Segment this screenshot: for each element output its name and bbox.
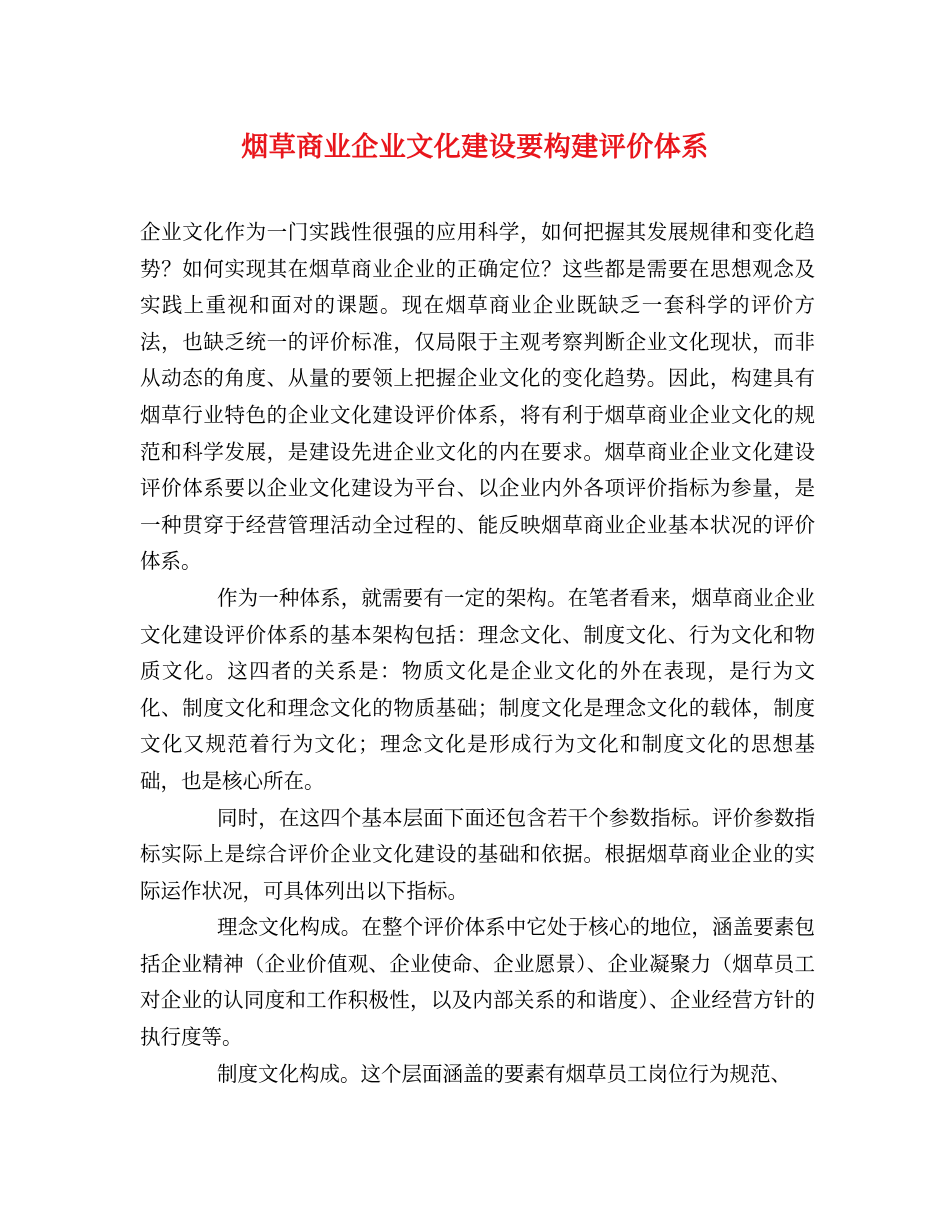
paragraph-4: 理念文化构成。在整个评价体系中它处于核心的地位，涵盖要素包括企业精神（企业价值观、企业使命、企业愿景）、企业凝聚力（烟草员工对企业的认同度和工作积极性，以及内部关系的和谐度）、企业经营方针的执行度等。 bbox=[140, 915, 815, 1050]
paragraph-1: 企业文化作为一门实践性很强的应用科学，如何把握其发展规律和变化趋势？如何实现其在烟草商业企业的正确定位？这些都是需要在思想观念及实践上重视和面对的课题。现在烟草商业企业既缺乏一套科学的评价方法，也缺乏统一的评价标准，仅局限于主观考察判断企业文化现状，而非从动态的角度、从量的要领上把握企业文化的变化趋势。因此，构建具有烟草行业特色的企业文化建设评价体系，将有利于烟草商业企业文化的规范和科学发展，是建设先进企业文化的内在要求。烟草商业企业文化建设评价体系要以企业文化建设为平台、以企业内外各项评价指标为参量，是一种贯穿于经营管理活动全过程的、能反映烟草商业企业基本状况的评价体系。 bbox=[140, 220, 815, 574]
paragraph-3: 同时，在这四个基本层面下面还包含若干个参数指标。评价参数指标实际上是综合评价企业文化建设的基础和依据。根据烟草商业企业的实际运作状况，可具体列出以下指标。 bbox=[140, 805, 815, 903]
paragraph-2: 作为一种体系，就需要有一定的架构。在笔者看来，烟草商业企业文化建设评价体系的基本架构包括：理念文化、制度文化、行为文化和物质文化。这四者的关系是：物质文化是企业文化的外在表现，是行为文化、制度文化和理念文化的物质基础；制度文化是理念文化的载体，制度文化又规范着行为文化；理念文化是形成行为文化和制度文化的思想基础，也是核心所在。 bbox=[140, 585, 815, 793]
document-body bbox=[140, 214, 815, 1092]
document-title: 烟草商业企业文化建设要构建评价体系 bbox=[241, 132, 709, 163]
paragraph-5: 制度文化构成。这个层面涵盖的要素有烟草员工岗位行为规范、 bbox=[217, 1061, 791, 1086]
